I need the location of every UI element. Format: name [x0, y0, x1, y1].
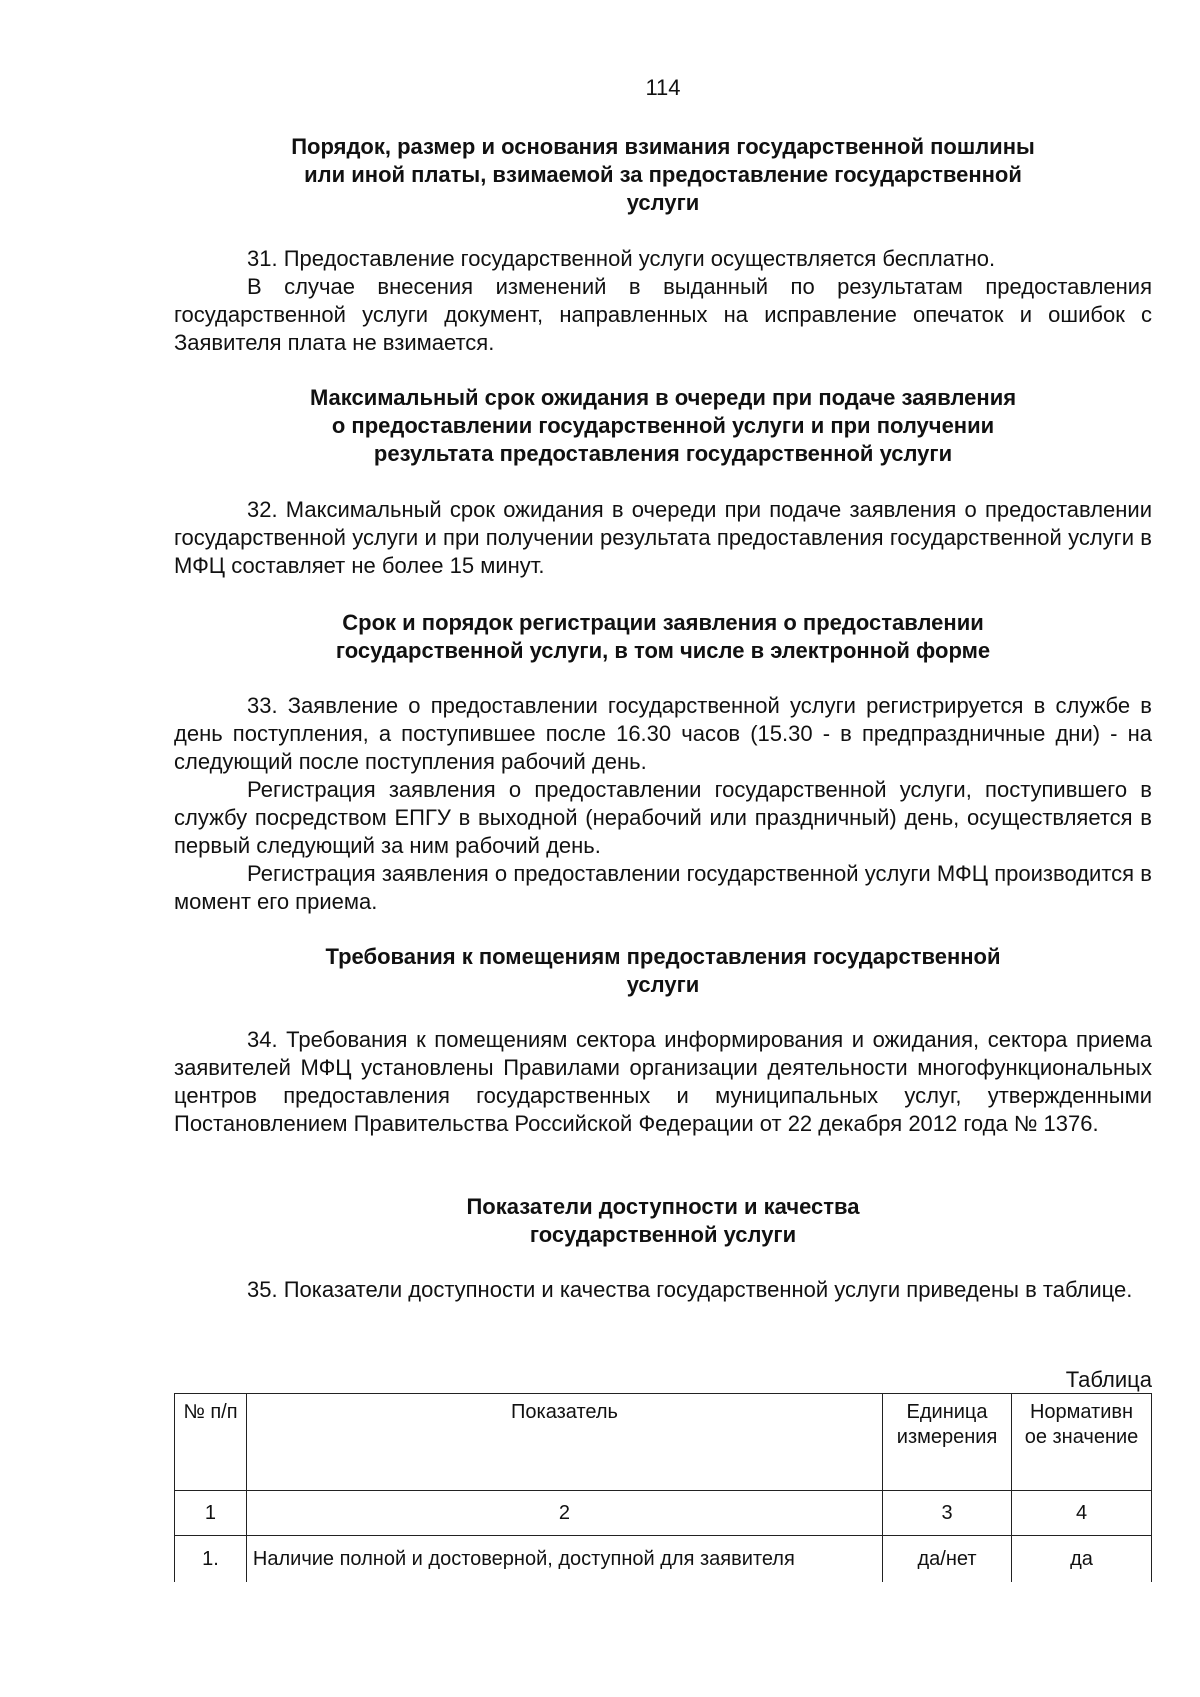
column-header-unit: Единица измерения: [883, 1394, 1012, 1491]
section-heading-registration: [174, 609, 1152, 665]
table-header-row: [175, 1394, 1152, 1491]
paragraph-31: 31. Предоставление государственной услуги осуществляется бесплатно.: [247, 246, 996, 271]
paragraph-31-correction: В случае внесения изменений в выданный по результатам предоставления государственной услуги документ, направленных на исправление опечаток и ошибок с Заявителя плата не взимается.: [174, 274, 1152, 355]
table-row: [175, 1536, 1152, 1583]
heading-line: или иной платы, взимаемой за предоставление государственной: [304, 162, 1022, 187]
heading-line: услуги: [626, 190, 700, 215]
heading-line: государственной услуги: [529, 1222, 797, 1247]
section-heading-queue-time: [174, 384, 1152, 468]
heading-line: услуги: [626, 972, 700, 997]
column-header-number: № п/п: [175, 1394, 247, 1491]
heading-line: Порядок, размер и основания взимания государственной пошлины: [291, 134, 1035, 159]
paragraph-32: 32. Максимальный срок ожидания в очереди при подаче заявления о предоставлении государственной услуги и при получении результата предоставления государственной услуги в МФЦ составляет не более 15 минут.: [174, 497, 1152, 578]
column-header-normative-value: Нормативн ое значение: [1012, 1394, 1152, 1491]
indicator-cell: Наличие полной и достоверной, доступной для заявителя: [246, 1536, 882, 1583]
column-number-cell: 4: [1012, 1491, 1152, 1536]
column-number-row: [175, 1491, 1152, 1536]
heading-line: государственной услуги, в том числе в электронной форме: [335, 638, 991, 663]
section-heading-indicators: [174, 1193, 1152, 1249]
section-heading-premises: [174, 943, 1152, 999]
paragraph-33-epgu: Регистрация заявления о предоставлении государственной услуги, поступившего в службу посредством ЕПГУ в выходной (нерабочий или праздничный) день, осуществляется в первый следующий за ним рабочий день.: [174, 777, 1152, 858]
heading-line: Требования к помещениям предоставления государственной: [325, 944, 1001, 969]
heading-line: Показатели доступности и качества: [466, 1194, 860, 1219]
column-number-cell: 1: [175, 1491, 247, 1536]
paragraph-34: 34. Требования к помещениям сектора информирования и ожидания, сектора приема заявителей МФЦ установлены Правилами организации деятельности многофункциональных центров предоставления государственных и муниципальных услуг, утвержденными Постановлением Правительства Российской Федерации от 22 декабря 2012 года № 1376.: [174, 1027, 1152, 1136]
indicators-table: [174, 1393, 1152, 1582]
table-caption: Таблица: [1065, 1367, 1152, 1392]
column-header-indicator: Показатель: [246, 1394, 882, 1491]
paragraph-33-mfc: Регистрация заявления о предоставлении государственной услуги МФЦ производится в момент его приема.: [174, 861, 1152, 914]
column-number-cell: 2: [246, 1491, 882, 1536]
page-number: 114: [645, 75, 681, 100]
heading-line: Срок и порядок регистрации заявления о предоставлении: [342, 610, 984, 635]
paragraph-35: 35. Показатели доступности и качества государственной услуги приведены в таблице.: [247, 1277, 1133, 1302]
normative-value-cell: да: [1012, 1536, 1152, 1583]
heading-line: о предоставлении государственной услуги и при получении: [331, 413, 995, 438]
column-number-cell: 3: [883, 1491, 1012, 1536]
heading-line: результата предоставления государственной услуги: [373, 441, 953, 466]
unit-cell: да/нет: [883, 1536, 1012, 1583]
section-heading-fee: [174, 133, 1152, 217]
row-number-cell: 1.: [175, 1536, 247, 1583]
heading-line: Максимальный срок ожидания в очереди при подаче заявления: [309, 385, 1017, 410]
paragraph-33: 33. Заявление о предоставлении государственной услуги регистрируется в службе в день поступления, а поступившее после 16.30 часов (15.30 - в предпраздничные дни) - на следующий после поступления рабочий день.: [174, 693, 1152, 774]
